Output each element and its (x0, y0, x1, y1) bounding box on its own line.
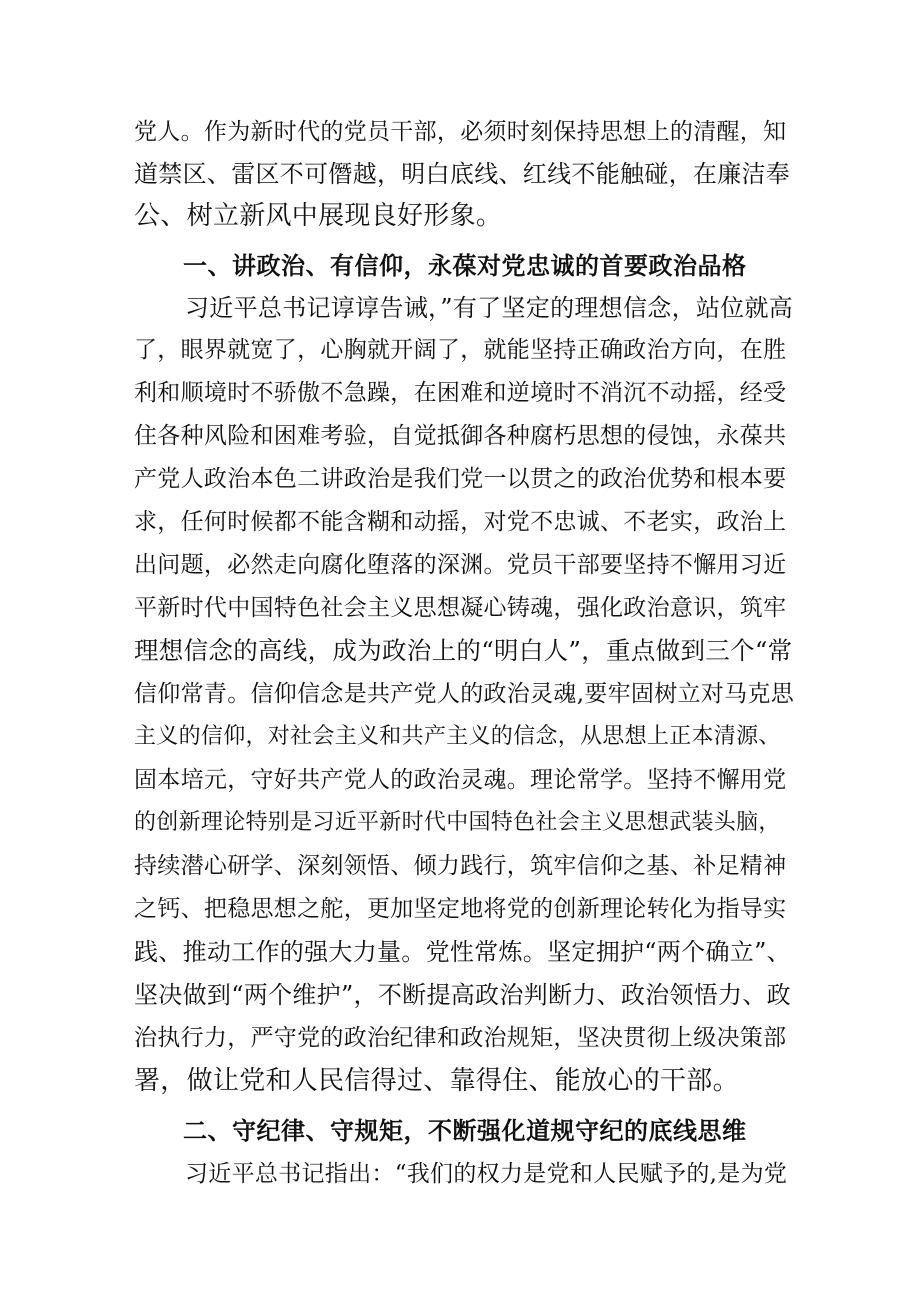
text-line: 署，做让党和人民信得过、靠得住、能放心的干部。 (134, 1066, 739, 1096)
text-line: 利和顺境时不骄傲不急躁，在困难和逆境时不消沉不动摇，经受 (134, 380, 787, 406)
text-line: 习近平总书记谆谆告诫，”有了坚定的理想信念，站位就高 (185, 294, 794, 322)
text-line: 固本培元，守好共产党人的政治灵魂。理论常学。坚持不懈用党 (134, 767, 787, 793)
text-line: 之钙、把稳思想之舵，更加坚定地将党的创新理论转化为指导实 (134, 896, 787, 922)
text-line: 道禁区、雷区不可僭越，明白底线、红线不能触碰，在廉洁奉 (134, 160, 791, 188)
text-line: 践、推动工作的强大力量。党性常炼。坚定拥护“两个确立”、 (134, 938, 791, 966)
text-line: 平新时代中国特色社会主义思想凝心铸魂，强化政治意识，筑牢 (134, 595, 787, 621)
text-line: 产党人政治本色二讲政治是我们党一以贯之的政治优势和根本要 (134, 466, 787, 492)
text-line: 信仰常青。信仰信念是共产党人的政治灵魂,要牢固树立对马克思 (134, 681, 795, 707)
section-heading-1: 一、讲政治、有信仰，永葆对党忠诚的首要政治品格 (183, 252, 747, 280)
text-line: 了，眼界就宽了，心胸就开阔了，就能坚持正确政治方向，在胜 (134, 337, 787, 363)
text-line: 出问题，必然走向腐化堕落的深渊。党员干部要坚持不懈用习近 (134, 552, 787, 578)
text-line: 求，任何时候都不能含糊和动摇，对党不忠诚、不老实，政治上 (134, 509, 787, 535)
text-line: 的创新理论特别是习近平新时代中国特色社会主义思想武装头脑， (134, 810, 781, 835)
text-line: 公、树立新风中展现良好形象。 (134, 201, 503, 231)
text-line: 主义的信仰，对社会主义和共产主义的信念，从思想上正本清源、 (134, 724, 781, 749)
section-heading-2: 二、守纪律、守规矩，不断强化道规守纪的底线思维 (183, 1117, 747, 1145)
text-line: 坚决做到“两个维护”，不断提高政治判断力、政治领悟力、政 (134, 981, 791, 1009)
text-line: 治执行力，严守党的政治纪律和政治规矩，坚决贯彻上级决策部 (134, 1025, 787, 1051)
text-line: 习近平总书记指出：“我们的权力是党和人民赋予的,是为党 (185, 1161, 788, 1187)
text-line: 理想信念的高线，成为政治上的“明白人”，重点做到三个“常 (134, 636, 793, 665)
text-line: 党人。作为新时代的党员干部，必须时刻保持思想上的清醒，知 (134, 119, 787, 145)
text-line: 持续潜心研学、深刻领悟、倾力践行，筑牢信仰之基、补足精神 (134, 853, 787, 879)
text-line: 住各种风险和困难考验，自觉抵御各种腐朽思想的侵蚀，永葆共 (134, 423, 787, 449)
